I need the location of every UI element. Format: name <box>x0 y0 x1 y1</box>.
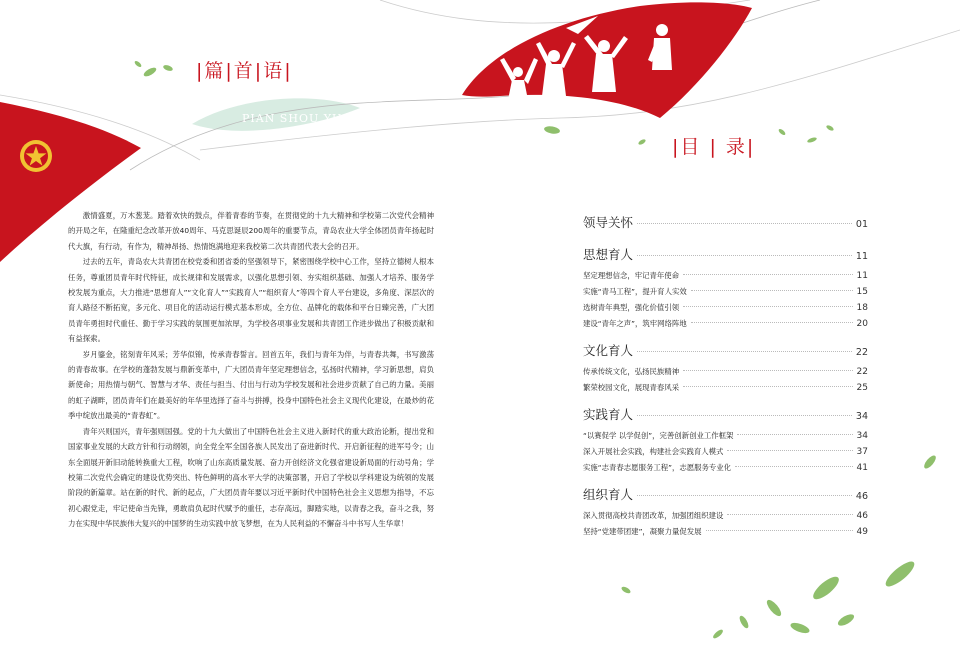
toc-section-entry[interactable] <box>583 242 868 268</box>
toc-section-entry[interactable] <box>583 210 868 236</box>
toc-entry-label: 实施“青马工程”，提升育人实效 <box>583 287 687 296</box>
toc-entry-label: 文化育人 <box>583 343 634 358</box>
toc-subsection-entry[interactable] <box>583 284 868 300</box>
toc-page-number: 18 <box>856 303 868 313</box>
preface-paragraph: 过去的五年，青岛农大共青团在校党委和团省委的坚强领导下，紧密围绕学校中心工作，坚持立德树人根本任务，尊重团员青年时代特征，成长规律和发展需求，以强化思想引领、夯实组织基础、加强人才培养、服务学校发展为重点，大力推进“思想育人”“文化育人”“实践育人”“组织育人”等四个育人平台建设，多角度、深层次的育人路径不断拓宽，多元化、项目化的活动运行模式基本形成，全方位、品牌化的载体和平台日臻完善，广大团员青年勇担时代重任、勤于学习实践的氛围更加浓厚，为学校各项事业发展和共青团工作进步做出了积极贡献和有益探索。 <box>68 257 434 344</box>
preface-text <box>68 208 434 532</box>
toc-leader-dots <box>637 495 852 496</box>
toc-page-number: 34 <box>856 431 868 441</box>
toc-page-number: 49 <box>856 527 868 537</box>
table-of-contents <box>583 210 868 540</box>
toc-page-number: 22 <box>856 367 868 377</box>
toc-entry-label: “以赛促学 以学促创”，完善创新创业工作框架 <box>583 431 734 440</box>
toc-leader-dots <box>691 290 853 291</box>
preface-paragraph: 岁月鎏金，铭刻青年风采；芳华似锦，传承青春誓言。回首五年，我们与青年为伴，与青春共舞，书写激荡的青春故事。在学校的蓬勃发展与鼎新变革中，广大团员青年坚定理想信念，弘扬时代精神，学习新思想，肩负新使命；用热情与朝气、智慧与才华、责任与担当、付出与行动为学校发展和社会进步贡献了自己的力量。美丽的虹子湖畔，团员青年们在最美好的年华里选择了奋斗与拼搏，投身中国特色社会主义现代化建设，在最炒的花季中绽放出最美的“青春虹”。 <box>68 349 434 421</box>
toc-page-number: 11 <box>856 271 868 281</box>
toc-page-number: 46 <box>856 511 868 521</box>
toc-page-number: 22 <box>855 347 868 358</box>
toc-entry-label: 传承传统文化，弘扬民族精神 <box>583 367 680 376</box>
preface-paragraph: 青年兴则国兴，青年强则国强。党的十九大做出了中国特色社会主义进入新时代的重大政治论断，提出党和国家事业发展的大政方针和行动纲领，向全党全军全国各族人民发出了奋进新时代、开启新征程的进军号令；山东全面展开新旧动能转换重大工程，吹响了山东高质量发展、奋力开创经济文化强省建设新局面的行动号角；学校第二次党代会确定的建设优势突出、特色鲜明的高水平大学的决策部署，开启了学校以学科建设为统领的发展阶段的新篇章。站在新的时代、新的起点，广大团员青年要以习近平新时代中国特色社会主义思想为指导，不忘初心跟党走，牢记使命当先锋，勇敢肩负起时代赋予的重任，志存高远，脚踏实地，以青春之我，奋斗之我，努力在实现中华民族伟大复兴的中国梦的生动实践中放飞梦想，在为人民利益的不懈奋斗中书写人生华章！ <box>68 426 434 529</box>
toc-subsection-entry[interactable] <box>583 300 868 316</box>
toc-subsection-entry[interactable] <box>583 460 868 476</box>
toc-leader-dots <box>727 450 852 451</box>
toc-entry-label: 选树青年典型，强化价值引领 <box>583 303 680 312</box>
toc-entry-label: 深入开展社会实践，构建社会实践育人模式 <box>583 447 724 456</box>
toc-leader-dots <box>637 351 852 352</box>
toc-entry-label: 组织育人 <box>583 487 634 502</box>
toc-subsection-entry[interactable] <box>583 428 868 444</box>
toc-leader-dots <box>683 370 852 371</box>
toc-page-number: 34 <box>855 411 868 422</box>
toc-page-number: 01 <box>855 219 868 230</box>
toc-leader-dots <box>691 322 853 323</box>
toc-page-number: 25 <box>856 383 868 393</box>
toc-leader-dots <box>683 306 852 307</box>
contents-title: |目 | 录| <box>672 136 756 158</box>
toc-entry-label: 繁荣校园文化，展现青春风采 <box>583 383 680 392</box>
toc-entry-label: 深入贯彻高校共青团改革，加强团组织建设 <box>583 511 724 520</box>
toc-entry-label: 实践育人 <box>583 407 634 422</box>
toc-entry-label: 坚定理想信念，牢记青年使命 <box>583 271 680 280</box>
toc-leader-dots <box>683 274 852 275</box>
toc-section-entry[interactable] <box>583 402 868 428</box>
toc-page-number: 37 <box>856 447 868 457</box>
toc-leader-dots <box>637 255 852 256</box>
preface-title: |篇|首|语| <box>196 60 293 82</box>
toc-leader-dots <box>727 514 852 515</box>
toc-entry-label: 建设“青年之声”，筑牢网络阵地 <box>583 319 687 328</box>
toc-entry-label: 坚持“党建带团建”，凝聚力量促发展 <box>583 527 702 536</box>
toc-entry-label: 实施“志青春志愿服务工程”，志愿服务专业化 <box>583 463 732 472</box>
toc-page-number: 11 <box>855 251 868 262</box>
toc-page-number: 46 <box>855 491 868 502</box>
toc-subsection-entry[interactable] <box>583 380 868 396</box>
preface-paragraph: 激情盛夏，万木葱茏。踏着欢快的鼓点，伴着青春的节奏，在贯彻党的十九大精神和学校第二次党代会精神的开局之年，在隆重纪念改革开放40周年、马克思诞辰200周年的重要节点，青岛农业大学全体团员青年扬起时代大旗，有行动，有作为，精神昂扬、热情饱满地迎来我校第二次共青团代表大会的召开。 <box>68 211 434 251</box>
toc-section-entry[interactable] <box>583 482 868 508</box>
toc-section-entry[interactable] <box>583 338 868 364</box>
league-emblem-icon <box>20 140 52 172</box>
toc-leader-dots <box>706 530 853 531</box>
toc-subsection-entry[interactable] <box>583 508 868 524</box>
toc-subsection-entry[interactable] <box>583 316 868 332</box>
toc-subsection-entry[interactable] <box>583 444 868 460</box>
toc-leader-dots <box>637 415 852 416</box>
preface-pinyin: PIAN SHOU YU <box>242 112 343 125</box>
toc-entry-label: 领导关怀 <box>583 215 634 230</box>
toc-leader-dots <box>637 223 852 224</box>
toc-subsection-entry[interactable] <box>583 268 868 284</box>
toc-page-number: 41 <box>856 463 868 473</box>
toc-entry-label: 思想育人 <box>583 247 634 262</box>
toc-page-number: 20 <box>856 319 868 329</box>
toc-subsection-entry[interactable] <box>583 524 868 540</box>
toc-page-number: 15 <box>856 287 868 297</box>
toc-leader-dots <box>683 386 852 387</box>
toc-leader-dots <box>735 466 852 467</box>
toc-leader-dots <box>737 434 852 435</box>
toc-subsection-entry[interactable] <box>583 364 868 380</box>
